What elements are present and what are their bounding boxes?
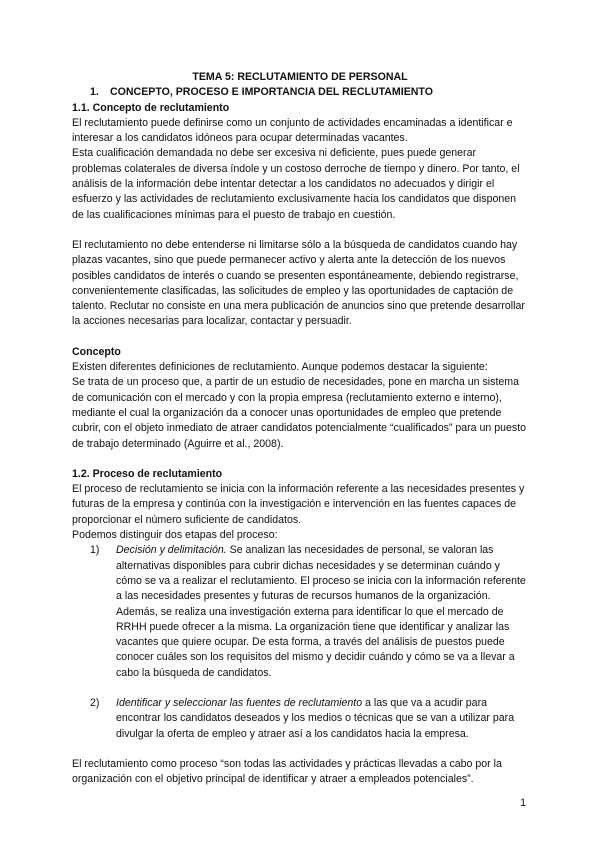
section-1-title-text: CONCEPTO, PROCESO E IMPORTANCIA DEL RECLUTAMIENTO: [110, 86, 433, 99]
list-item-emphasis: Identificar y seleccionar las fuentes de reclutamiento: [116, 696, 363, 709]
document-body: [72, 70, 528, 787]
subsection-1-2-heading: 1.2. Proceso de reclutamiento: [72, 467, 223, 480]
section-1-number: 1.: [90, 86, 99, 99]
paragraph-1: El reclutamiento puede definirse como un conjunto de actividades encaminadas a identificar e interesar a los candidatos idóneos para ocupar determinadas vacantes.: [72, 116, 513, 145]
list-item-text: [116, 696, 528, 742]
page-number: 1: [520, 797, 526, 809]
paragraph-8: El reclutamiento como proceso “son todas las actividades y prácticas llevadas a cabo por la organización con el objetivo principal de identificar y atraer a empleados potenciales”.: [72, 757, 502, 786]
paragraph-2: Esta cualificación demandada no debe ser excesiva ni deficiente, pues puede generar problemas colaterales de diversa índole y un costoso derroche de tiempo y dinero. Por tanto, el análisis de la información debe intentar detectar a los candidatos no adecuados y dirigir el esfuerzo y las actividades de reclutamiento exclusivamente hacia los candidatos que disponen de las cualificaciones mínimas para el puesto de trabajo en cuestión.: [72, 147, 520, 221]
paragraph-4: Existen diferentes definiciones de reclutamiento. Aunque podemos destacar la siguiente:: [72, 361, 488, 374]
concepto-heading: Concepto: [72, 345, 121, 358]
list-item-text: [116, 543, 528, 681]
list-item-emphasis: Decisión y delimitación.: [116, 544, 227, 557]
process-stages-list: [72, 543, 528, 742]
list-item-marker: 1): [90, 544, 100, 557]
list-item-body: a las que va a acudir para encontrar los candidatos deseados y los medios o técnicas que se van a utilizar para divulgar la oferta de empleo y atraer así a los candidatos hacia la empresa.: [116, 696, 515, 740]
paragraph-7: Podemos distinguir dos etapas del proceso:: [72, 529, 278, 542]
list-item: [90, 696, 528, 742]
subsection-1-1-heading: 1.1. Concepto de reclutamiento: [72, 101, 230, 114]
section-1-title: [72, 85, 528, 100]
list-item: [90, 543, 528, 681]
paragraph-5: Se trata de un proceso que, a partir de un estudio de necesidades, pone en marcha un sistema de comunicación con el mercado y con la propia empresa (reclutamiento externo e interno), mediante el cual la organización da a conocer unas oportunidades de empleo que pretende cubrir, con el objeto inmediato de atraer candidatos potencialmente “cualificados” para un puesto de trabajo determinado (Aguirre et al., 2008).: [72, 376, 527, 450]
paragraph-6: El proceso de reclutamiento se inicia con la información referente a las necesidades presentes y futuras de la empresa y continúa con la investigación e intervención en las fuentes capaces de proporcionar el número suficiente de candidatos.: [72, 483, 525, 526]
list-item-body: Se analizan las necesidades de personal, se valoran las alternativas disponibles para cubrir dichas necesidades y se determinan cuándo y cómo se va a realizar el reclutamiento. El proceso se inicia con la información referente a las necesidades presentes y futuras de recursos humanos de la organización. Además, se realiza una investigación externa para identificar lo que el mercado de RRHH puede ofrecer a la misma. La organización tiene que identificar y analizar las vacantes que quiere ocupar. De esta forma, a través del análisis de puestos puede conocer cuáles son los requisitos del mismo y decidir cuándo y cómo se va a llevar a cabo la búsqueda de candidatos.: [116, 544, 526, 679]
document-title: TEMA 5: RECLUTAMIENTO DE PERSONAL: [192, 71, 408, 83]
list-item-marker: 2): [90, 696, 100, 709]
paragraph-3: El reclutamiento no debe entenderse ni limitarse sólo a la búsqueda de candidatos cuando hay plazas vacantes, sino que puede permanecer activo y alerta ante la detección de los nuevos posibles candidatos de interés o cuando se presenten espontáneamente, debiendo registrarse, convenientemente clasificadas, las solicitudes de empleo y las oportunidades de captación de talento. Reclutar no consiste en una mera publicación de anuncios sino que pretende desarrollar la acciones necesarias para localizar, contactar y persuadir.: [72, 238, 525, 328]
